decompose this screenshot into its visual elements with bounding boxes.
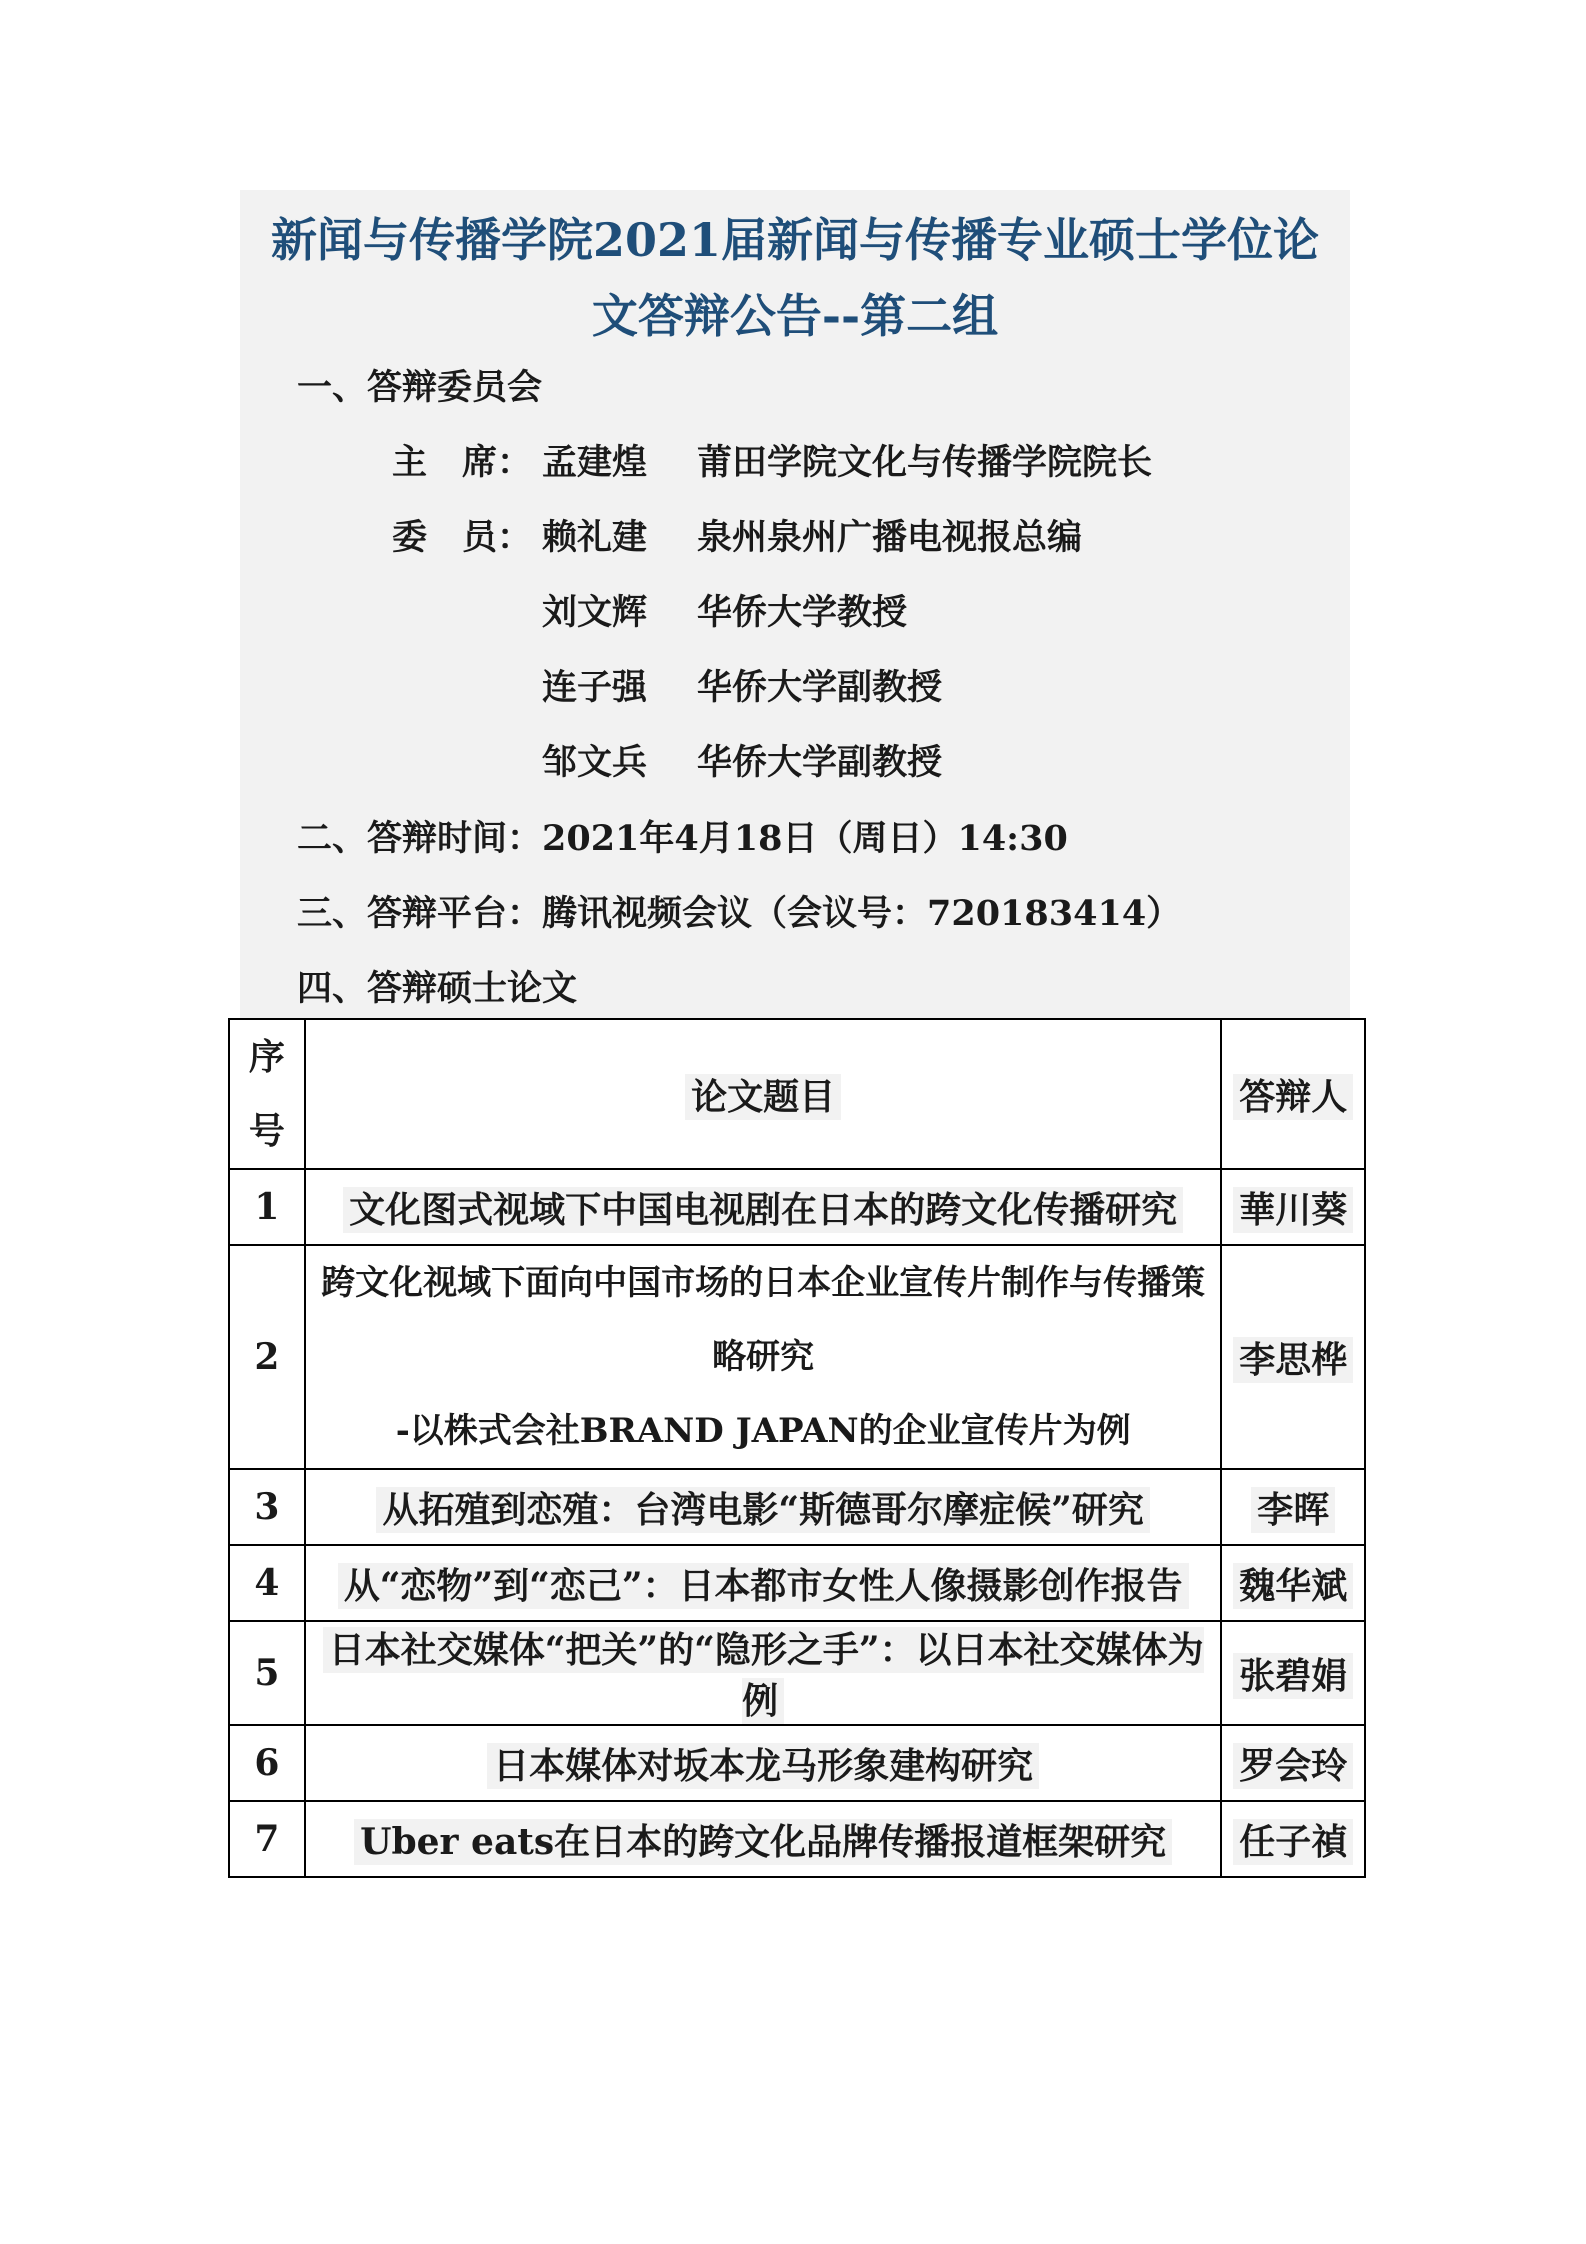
document-title bbox=[240, 190, 1350, 354]
table-row bbox=[229, 1245, 1365, 1469]
member-name: 邹文兵 bbox=[542, 742, 648, 783]
member-role: 委 员： bbox=[392, 517, 533, 558]
header-title: 论文题目 bbox=[305, 1019, 1222, 1169]
row-title-line-1: 跨文化视域下面向中国市场的日本企业宣传片制作与传播策略研究 bbox=[321, 1263, 1206, 1377]
row-author: 张碧娟 bbox=[1221, 1621, 1365, 1725]
row-author: 魏华斌 bbox=[1221, 1545, 1365, 1621]
row-no: 6 bbox=[229, 1725, 305, 1801]
row-author: 李晖 bbox=[1221, 1469, 1365, 1545]
title-line-2: 文答辩公告--第二组 bbox=[591, 289, 999, 343]
row-author: 李思桦 bbox=[1221, 1245, 1365, 1469]
row-title: Uber eats在日本的跨文化品牌传播报道框架研究 bbox=[305, 1801, 1222, 1877]
member-name: 刘文辉 bbox=[542, 592, 648, 633]
row-no: 2 bbox=[229, 1245, 305, 1469]
member-org: 泉州泉州广播电视报总编 bbox=[697, 517, 1083, 558]
chair-role: 主 席： bbox=[392, 442, 533, 483]
chair-org: 莆田学院文化与传播学院院长 bbox=[697, 442, 1153, 483]
theses-heading: 四、答辩硕士论文 bbox=[297, 968, 578, 1009]
row-author: 華川葵 bbox=[1221, 1169, 1365, 1245]
table-row bbox=[229, 1545, 1365, 1621]
row-title: 日本社交媒体“把关”的“隐形之手”：以日本社交媒体为例 bbox=[305, 1621, 1222, 1725]
table-row bbox=[229, 1801, 1365, 1877]
member-org: 华侨大学教授 bbox=[697, 592, 908, 633]
defense-time: 二、答辩时间：2021年4月18日（周日）14:30 bbox=[297, 818, 1068, 859]
row-title-line-2: -以株式会社BRAND JAPAN的企业宣传片为例 bbox=[395, 1411, 1131, 1451]
row-author: 任子禎 bbox=[1221, 1801, 1365, 1877]
table-row bbox=[229, 1725, 1365, 1801]
row-title: 从拓殖到恋殖：台湾电影“斯德哥尔摩症候”研究 bbox=[305, 1469, 1222, 1545]
member-org: 华侨大学副教授 bbox=[697, 742, 943, 783]
row-no: 4 bbox=[229, 1545, 305, 1621]
member-org: 华侨大学副教授 bbox=[697, 667, 943, 708]
row-no: 3 bbox=[229, 1469, 305, 1545]
row-author: 罗会玲 bbox=[1221, 1725, 1365, 1801]
theses-table bbox=[228, 1018, 1366, 1878]
row-no: 1 bbox=[229, 1169, 305, 1245]
defense-platform: 三、答辩平台：腾讯视频会议（会议号：720183414） bbox=[297, 893, 1182, 934]
row-title bbox=[305, 1245, 1222, 1469]
table-header-row bbox=[229, 1019, 1365, 1169]
row-no: 7 bbox=[229, 1801, 305, 1877]
chair-name: 孟建煌 bbox=[542, 442, 648, 483]
document-content bbox=[240, 190, 1350, 354]
row-title: 文化图式视域下中国电视剧在日本的跨文化传播研究 bbox=[305, 1169, 1222, 1245]
member-name: 赖礼建 bbox=[542, 517, 648, 558]
table-row bbox=[229, 1469, 1365, 1545]
header-author: 答辩人 bbox=[1221, 1019, 1365, 1169]
row-no: 5 bbox=[229, 1621, 305, 1725]
header-no: 序号 bbox=[229, 1019, 305, 1169]
member-name: 连子强 bbox=[542, 667, 648, 708]
table-row bbox=[229, 1621, 1365, 1725]
table-row bbox=[229, 1169, 1365, 1245]
row-title: 日本媒体对坂本龙马形象建构研究 bbox=[305, 1725, 1222, 1801]
row-title: 从“恋物”到“恋己”：日本都市女性人像摄影创作报告 bbox=[305, 1545, 1222, 1621]
committee-heading: 一、答辩委员会 bbox=[297, 367, 543, 408]
title-line-1: 新闻与传播学院2021届新闻与传播专业硕士学位论 bbox=[270, 213, 1320, 267]
